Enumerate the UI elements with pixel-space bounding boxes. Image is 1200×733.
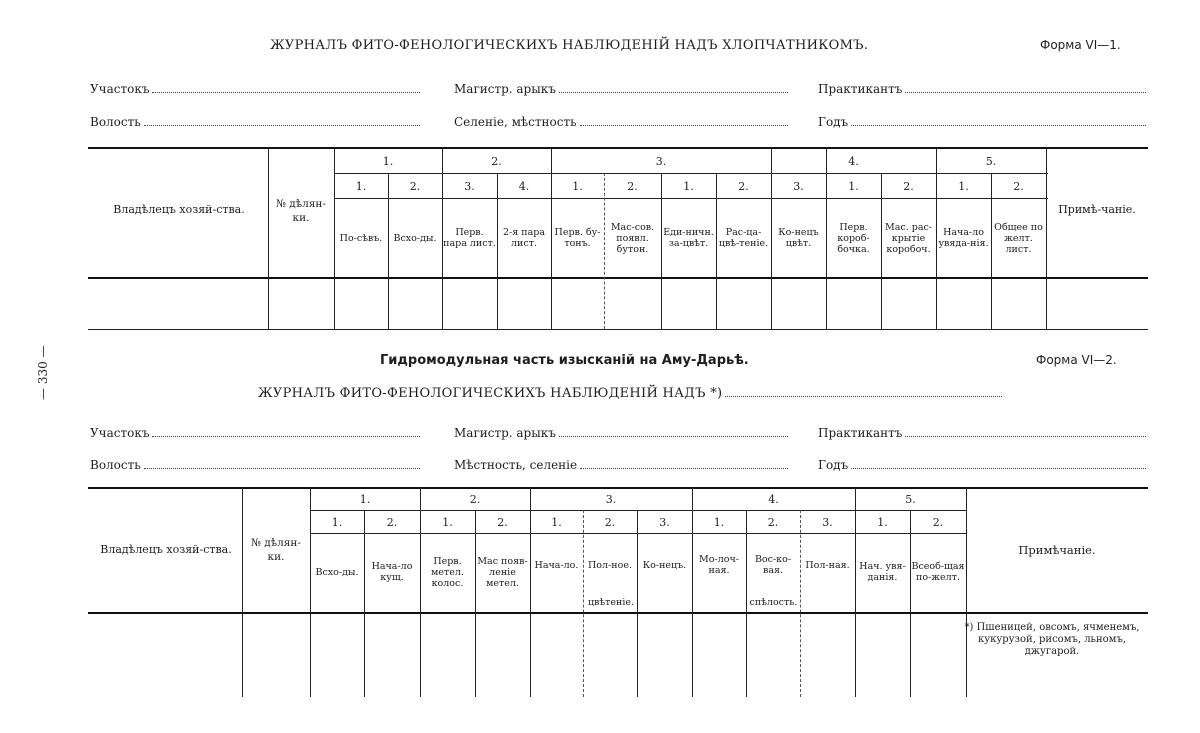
form1-uchastok-field: Участокъ xyxy=(90,80,420,96)
form2-flowering-span: цвѣтеніе. xyxy=(587,596,635,608)
form1-col-label: Перв. бу-тонъ. xyxy=(554,227,601,249)
form1-subnum: 3. xyxy=(793,179,804,193)
form1-col-label: 2-я пара лист. xyxy=(502,227,545,249)
form2-col-label: Нача-ло кущ. xyxy=(371,561,413,583)
form2-subnum: 1. xyxy=(442,515,453,529)
form1-subnum: 4. xyxy=(518,179,530,193)
form2-group-5: 5. xyxy=(905,492,916,506)
form2-heading: Гидромодульная часть изысканій на Аму-Дарьѣ. xyxy=(380,353,749,368)
form2-subnum: 3. xyxy=(822,515,833,529)
form2-col-label: Нача-ло. xyxy=(534,559,579,571)
form2-subnum: 3. xyxy=(659,515,670,529)
form2-ripeness-span: спѣлость. xyxy=(749,596,798,608)
form2-col-label: Перв. метел. колос. xyxy=(431,555,464,589)
form2-number: Форма VI—2. xyxy=(1036,353,1117,367)
form1-group-5: 5. xyxy=(985,154,997,168)
form2-magistr-field: Магистр. арыкъ xyxy=(454,424,788,440)
form1-col-label: Ко-нецъ цвѣт. xyxy=(778,227,819,249)
form2-note-header: Примѣчаніе. xyxy=(1018,542,1096,557)
form1-subnum: 1. xyxy=(958,179,969,193)
form2-uchastok-field: Участокъ xyxy=(90,424,420,440)
form1-subnum: 2. xyxy=(1013,179,1024,193)
form2-table-header-rule xyxy=(88,612,1148,614)
form2-subnum: 1. xyxy=(331,515,343,529)
form1-number: Форма VI—1. xyxy=(1040,38,1121,52)
form1-col-label: Перв. короб-бочка. xyxy=(837,221,870,255)
form2-subnum: 2. xyxy=(767,515,779,529)
form1-col-label: По-сѣвъ. xyxy=(339,232,383,244)
form1-group-1: 1. xyxy=(382,154,394,168)
form1-col-label: Всхо-ды. xyxy=(393,232,437,244)
form2-subnum: 2. xyxy=(497,515,508,529)
form1-col-label: Мас. рас-крытіе коробоч. xyxy=(884,221,933,255)
form1-praktikant-field: Практикантъ xyxy=(818,80,1146,96)
form1-subnum: 2. xyxy=(409,179,421,193)
form1-plot-header: № дѣлян-ки. xyxy=(276,198,326,224)
form2-subnum: 1. xyxy=(551,515,562,529)
form1-subnum: 2. xyxy=(738,179,749,193)
form1-subnum: 1. xyxy=(355,179,367,193)
form1-col-label: Еди-ничн. за-цвѣт. xyxy=(663,227,714,249)
form2-group-1: 1. xyxy=(359,492,371,506)
form1-col-label: Перв. пара лист. xyxy=(443,227,496,249)
form2-group-4: 4. xyxy=(768,492,779,506)
form1-selenie-field: Селеніе, мѣстность xyxy=(454,113,788,129)
form1-table-header-rule xyxy=(88,277,1148,279)
form2-god-field: Годъ xyxy=(818,456,1146,472)
page-number: — 330 — xyxy=(36,345,50,400)
form1-note-header: Примѣ-чаніе. xyxy=(1058,203,1136,216)
form2-subnum: 2. xyxy=(386,515,398,529)
form1-owner-header: Владѣлецъ хозяй-ства. xyxy=(113,203,245,216)
form2-footnote: *) Пшеницей, овсомъ, ячменемъ, кукурузой, рисомъ, льномъ, джугарой. xyxy=(964,622,1140,657)
form2-subnum: 1. xyxy=(713,515,725,529)
form2-subnum: 2. xyxy=(932,515,944,529)
form1-subnum: 1. xyxy=(572,179,583,193)
form2-col-label: Всхо-ды. xyxy=(315,566,359,578)
form1-group-2: 2. xyxy=(491,154,502,168)
form1-title: ЖУРНАЛЪ ФИТО-ФЕНОЛОГИЧЕСКИХЪ НАБЛЮДЕНІЙ НАДЪ ХЛОПЧАТНИКОМЪ. xyxy=(270,38,869,53)
form2-group-3: 3. xyxy=(605,492,617,506)
form1-magistr-field: Магистр. арыкъ xyxy=(454,80,788,96)
form1-subnum: 2. xyxy=(903,179,914,193)
form2-subnum: 2. xyxy=(604,515,616,529)
form2-col-label: Нач. увя-данія. xyxy=(859,561,906,583)
form2-selenie-field: Мѣстность, селеніе xyxy=(454,456,788,472)
form2-col-label: Пол-ное. xyxy=(588,559,632,571)
form1-col-label: Нача-ло увяда-нія. xyxy=(938,227,989,249)
form2-volost-field: Волость xyxy=(90,456,420,472)
form2-owner-header: Владѣлецъ хозяй-ства. xyxy=(100,543,232,556)
form2-praktikant-field: Практикантъ xyxy=(818,424,1146,440)
form2-col-label: Всеоб-щая по-желт. xyxy=(911,561,965,583)
form2-group-2: 2. xyxy=(469,492,481,506)
form1-group-4: 4. xyxy=(848,154,859,168)
form2-col-label: Мас появ-леніе метел. xyxy=(477,555,528,589)
form2-plot-header: № дѣлян-ки. xyxy=(251,537,301,563)
form2-col-label: Мо-лоч-ная. xyxy=(699,554,739,576)
form2-col-label: Ко-нецъ. xyxy=(642,559,687,571)
form1-subnum: 1. xyxy=(683,179,694,193)
form1-subnum: 3. xyxy=(464,179,475,193)
form1-group-3: 3. xyxy=(655,154,667,168)
form1-subnum: 1. xyxy=(848,179,859,193)
form1-col-label: Мас-сов. появл. бутон. xyxy=(610,221,655,255)
form1-col-label: Общее по желт. лист. xyxy=(994,221,1043,255)
form1-table-top-rule xyxy=(88,147,1148,149)
form1-subnum: 2. xyxy=(627,179,638,193)
form2-subnum: 1. xyxy=(877,515,888,529)
form2-col-label: Пол-ная. xyxy=(805,559,850,571)
form2-col-label: Вос-ко-вая. xyxy=(754,554,792,576)
form1-volost-field: Волость xyxy=(90,113,420,129)
form1-col-label: Рас-ца-цвѣ-теніе. xyxy=(718,227,769,249)
form2-title: ЖУРНАЛЪ ФИТО-ФЕНОЛОГИЧЕСКИХЪ НАБЛЮДЕНІЙ НАДЪ *) xyxy=(258,386,1002,401)
form1-god-field: Годъ xyxy=(818,113,1146,129)
